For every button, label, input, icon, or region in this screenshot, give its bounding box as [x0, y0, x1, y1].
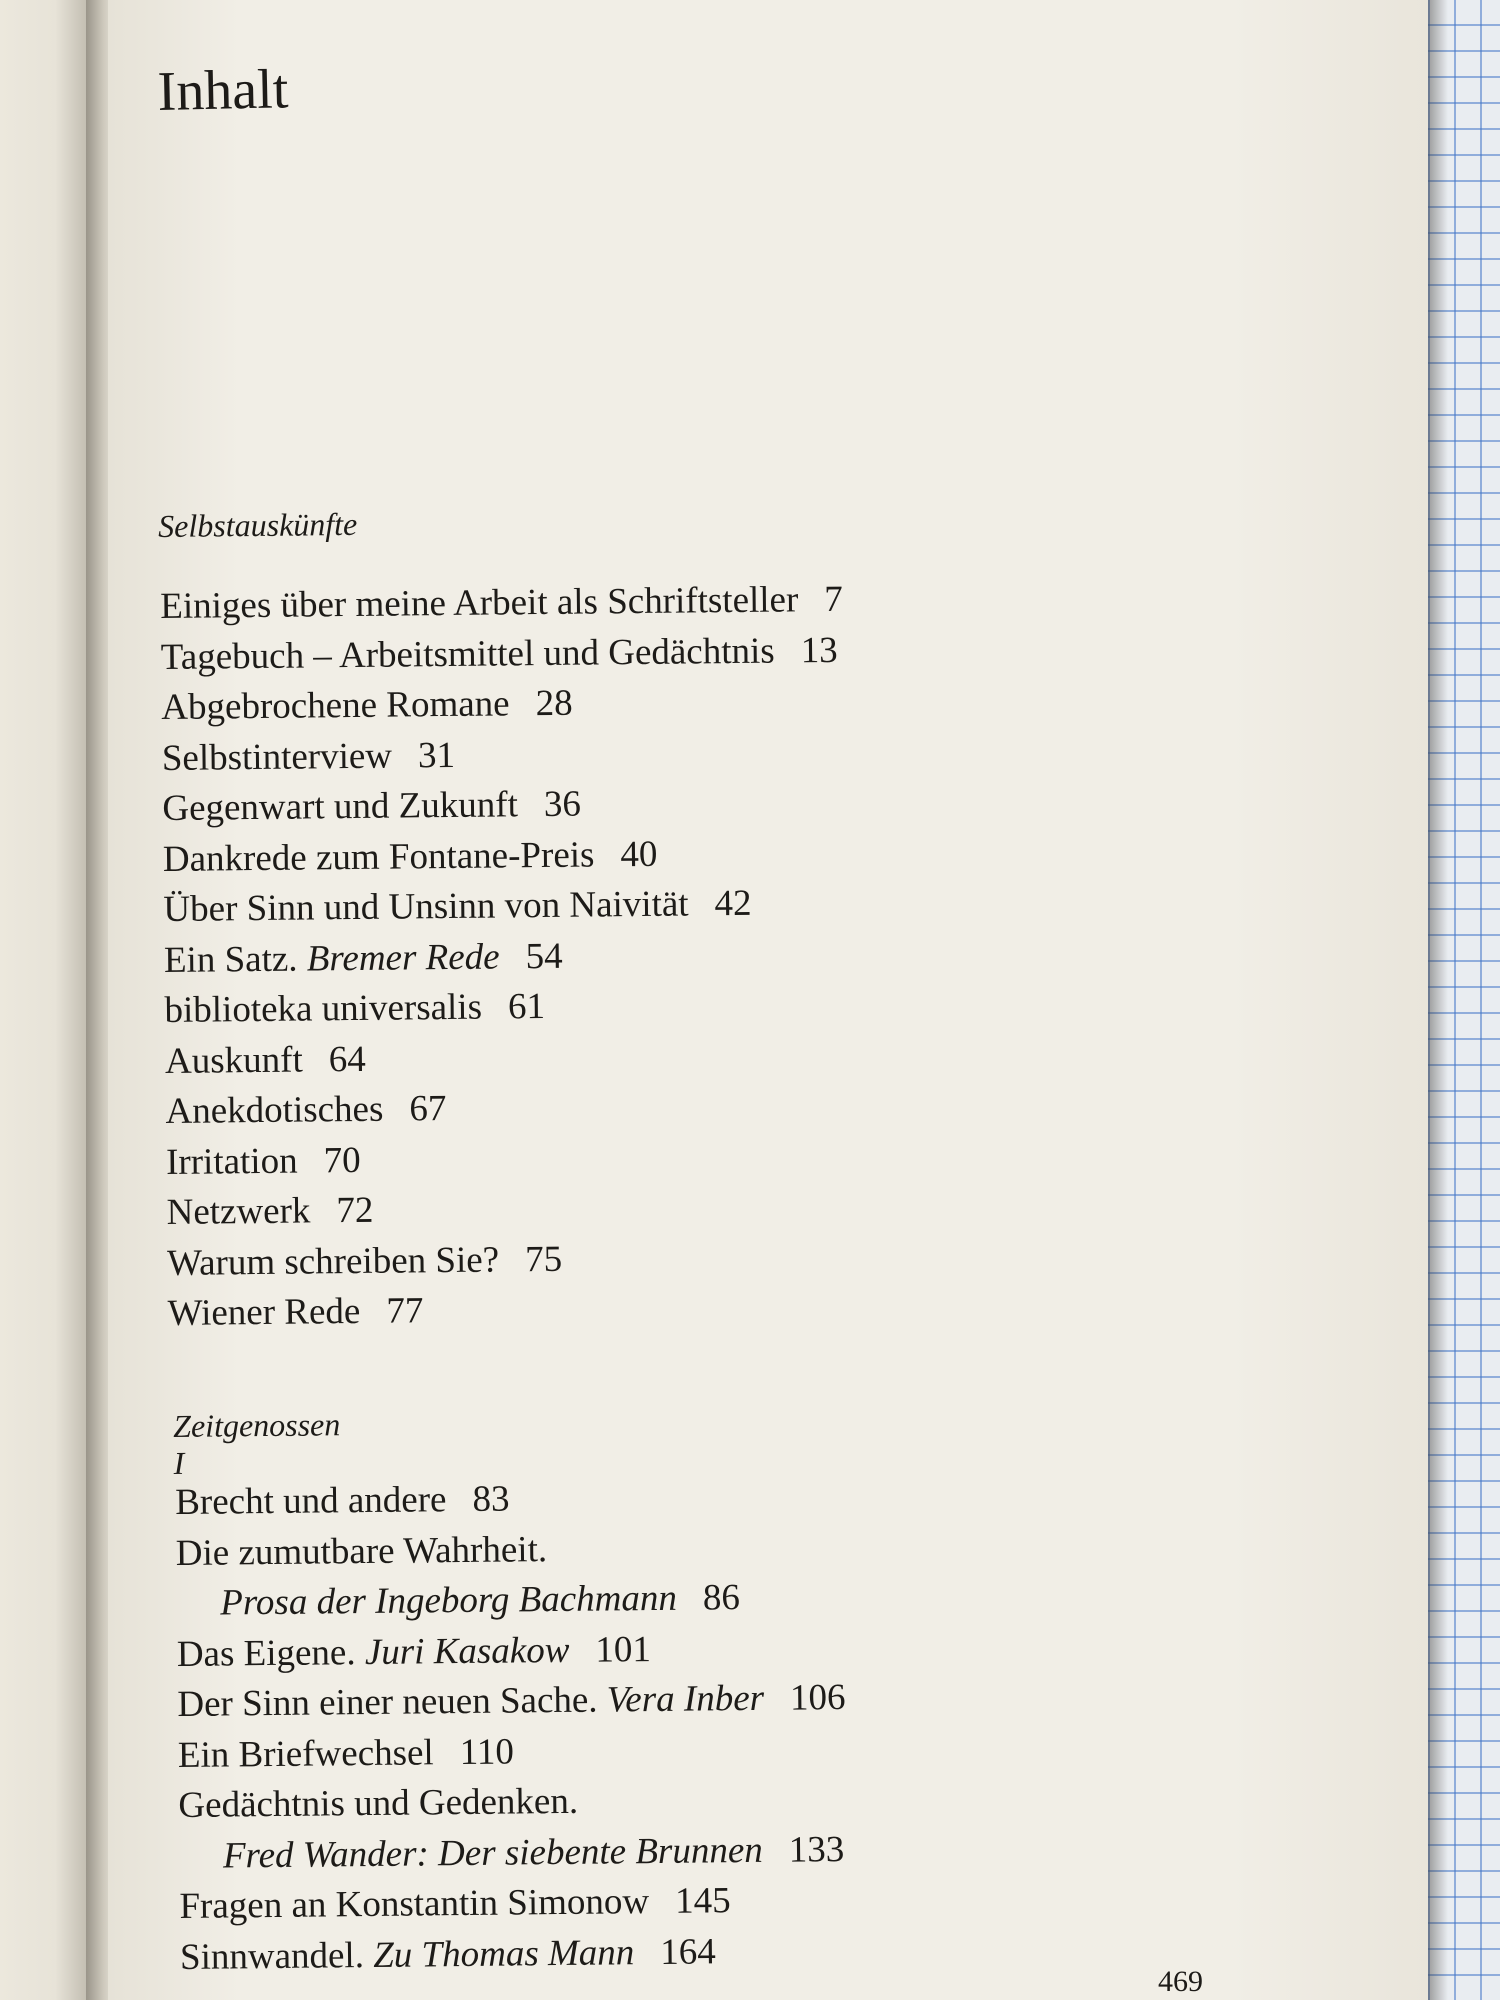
toc-entry-subtitle: Bremer Rede [306, 935, 500, 979]
toc-entry-subtitle: Prosa der Ingeborg Bachmann [220, 1577, 678, 1624]
toc-entry-page: 77 [386, 1290, 424, 1332]
toc-entry-page: 64 [328, 1038, 366, 1080]
toc-entry-page: 106 [789, 1676, 846, 1719]
toc-entry-title: Der Sinn einer neuen Sache. [177, 1679, 598, 1725]
toc-entry-page: 101 [595, 1628, 652, 1671]
toc-entry [167, 1231, 850, 1289]
grid-paper-background [1428, 0, 1500, 2000]
toc-entry [161, 676, 844, 734]
toc-entry [176, 1522, 845, 1579]
toc-entry-title: Dankrede zum Fontane-Preis [162, 833, 595, 880]
toc-entry [177, 1622, 846, 1679]
toc-entry [163, 827, 846, 885]
toc-entry-title: Auskunft [164, 1039, 303, 1082]
toc-entry-title: Gegenwart und Zukunft [162, 784, 519, 829]
toc-entry [176, 1572, 845, 1629]
toc-entry-page: 145 [674, 1880, 731, 1922]
toc-entry [160, 575, 843, 633]
toc-entry [167, 1282, 850, 1340]
toc-entry-page: 67 [409, 1088, 447, 1130]
toc-entry [163, 878, 846, 936]
toc-list-zeitgenossen-i [175, 1471, 848, 1983]
toc-entry-page: 110 [459, 1730, 515, 1773]
toc-entry-page: 61 [507, 985, 546, 1028]
toc-entry-page: 86 [702, 1577, 741, 1619]
toc-entry-title: Über Sinn und Unsinn von Naivität [163, 883, 689, 930]
toc-entry [162, 726, 845, 784]
toc-entry-title: Gedächtnis und Gedenken. [178, 1780, 579, 1826]
toc-entry-subtitle: Zu Thomas Mann [372, 1931, 635, 1976]
toc-entry-title: Anekdotisches [165, 1088, 384, 1132]
toc-entry-title: Tagebuch – Arbeitsmittel und Gedächtnis [160, 630, 775, 678]
toc-entry-page: 83 [472, 1478, 510, 1520]
toc-entry-page: 31 [417, 734, 456, 776]
toc-entry-page: 13 [800, 629, 838, 671]
toc-entry-title: Irritation [165, 1140, 298, 1183]
facing-page-edge [0, 0, 92, 2000]
toc-entry-title: Ein Briefwechsel [177, 1731, 434, 1776]
toc-entry-title: biblioteka universalis [164, 986, 483, 1031]
toc-entry [166, 1181, 849, 1239]
toc-entry [161, 625, 844, 683]
toc-entry [165, 1029, 848, 1087]
toc-entry-page: 7 [824, 578, 844, 621]
toc-entry [180, 1925, 849, 1982]
toc-entry-title: Die zumutbare Wahrheit. [175, 1528, 548, 1574]
toc-entry-subtitle: Vera Inber [606, 1677, 765, 1721]
toc-entry-page: 72 [336, 1189, 374, 1232]
toc-entry-title: Brecht und andere [175, 1479, 447, 1523]
toc-entry [179, 1875, 848, 1932]
toc-entry-title: Netzwerk [166, 1190, 311, 1233]
toc-entry-title: Sinnwandel. [179, 1934, 365, 1978]
toc-entry [175, 1471, 844, 1528]
toc-entry [177, 1673, 846, 1730]
toc-entry-title: Fragen an Konstantin Simonow [179, 1881, 650, 1927]
toc-entry-page: 54 [525, 935, 563, 977]
toc-entry-page: 133 [788, 1828, 845, 1871]
section-heading-zeitgenossen-i: Zeitgenossen I [173, 1406, 341, 1481]
toc-entry-page: 40 [620, 833, 658, 875]
toc-entry-page: 42 [714, 882, 752, 925]
toc-entry [178, 1774, 847, 1831]
toc-entry [178, 1723, 847, 1780]
toc-entry-page: 75 [524, 1238, 563, 1280]
toc-list-selbstauskuenfte [160, 575, 850, 1340]
page-number: 469 [1158, 1965, 1203, 1998]
toc-entry-title: Ein Satz. [163, 938, 298, 981]
toc-entry [166, 1130, 849, 1188]
toc-entry-subtitle: Juri Kasakow [364, 1629, 570, 1673]
toc-entry-page: 28 [535, 682, 573, 725]
toc-entry [179, 1824, 848, 1881]
toc-entry-page: 70 [323, 1139, 361, 1181]
toc-entry-title: Selbstinterview [161, 735, 393, 779]
page-shadow [1428, 0, 1448, 2000]
toc-entry-title: Das Eigene. [176, 1631, 356, 1675]
toc-entry-title: Warum schreiben Sie? [166, 1238, 500, 1284]
toc-entry-title: Einiges über meine Arbeit als Schriftsteller [160, 579, 799, 627]
toc-entry [164, 979, 847, 1037]
toc-entry-title: Wiener Rede [167, 1290, 361, 1334]
page-title: Inhalt [157, 58, 289, 123]
toc-entry-page: 36 [543, 783, 582, 825]
toc-entry [164, 928, 847, 986]
section-heading-selbstauskuenfte: Selbstauskünfte [158, 505, 358, 544]
toc-entry-page: 164 [660, 1930, 717, 1973]
toc-entry-title: Abgebrochene Romane [161, 683, 510, 728]
toc-entry [162, 777, 845, 835]
toc-entry [165, 1080, 848, 1138]
toc-entry-subtitle: Fred Wander: Der siebente Brunnen [222, 1829, 763, 1877]
